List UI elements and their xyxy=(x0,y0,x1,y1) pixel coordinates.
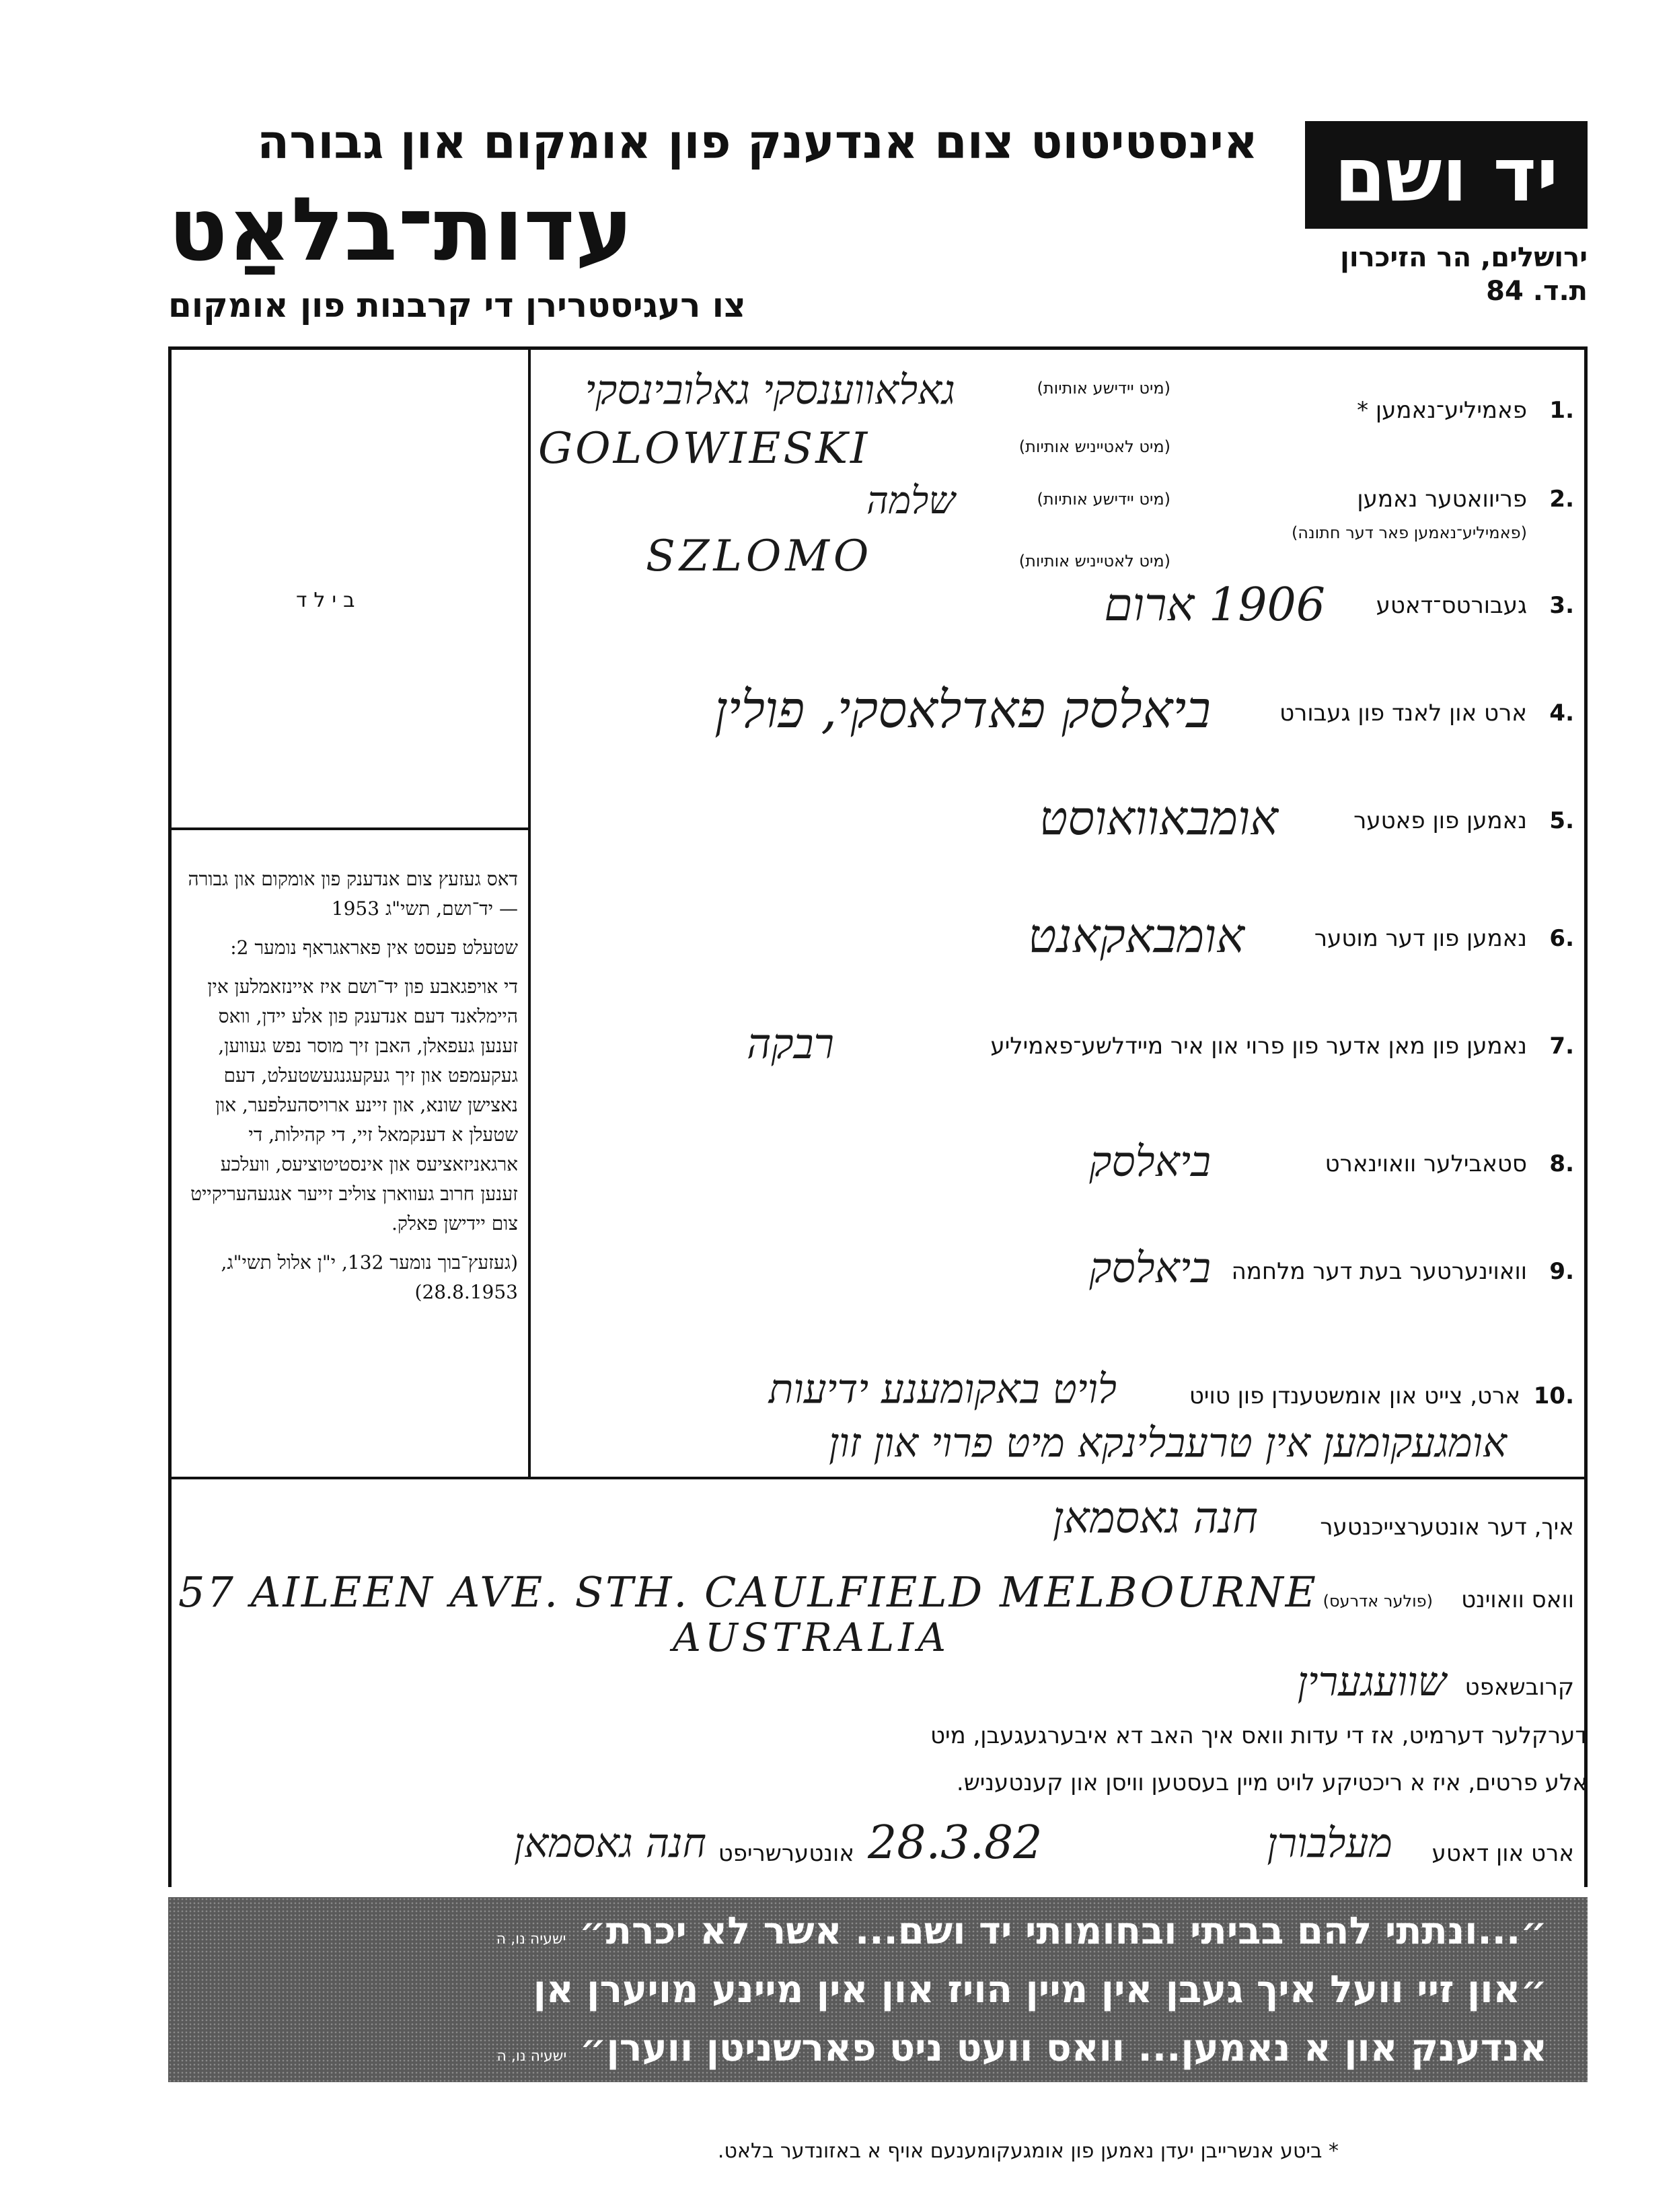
banner-line-1 xyxy=(496,1909,1547,1953)
form-border-right xyxy=(1584,346,1588,1887)
decree-p1: דאס געזעץ צום אנדענק פון אומקום און גבורה — יד־ושם, תשי"ג 1953 xyxy=(188,868,518,920)
signature-label: אונטערשריפט xyxy=(718,1840,854,1867)
field-2-sub1: (מיט יידישע אותיות) xyxy=(1037,490,1170,509)
field-2-value-latin: SZLOMO xyxy=(646,531,873,581)
field-3-value: 1906 ארום xyxy=(1104,579,1325,632)
field-8-label: סטאבילער וואוינארט xyxy=(1325,1150,1527,1177)
banner-quote-1: ״...ונתתי להם בביתי ובחומותי יד ושם... אשר לא יכרת״ xyxy=(579,1909,1547,1953)
field-5-value: אומבאוואוסט xyxy=(1039,790,1278,846)
declarant-divider xyxy=(168,1477,1588,1479)
decree-p3: די אויפגאבע פון יד־ושם איז איינזאמלען אין היימלאנד דעם אנדענק פון אלע יידן, וואס זענען געפאלן, האבן זיך מוסר נפש געווען, געקעמפט און זיך געקעגנגעשטעלט, דעם נאצישן שונא, און זיינע ארויסהעלפער, און שטעלן א דענקמאל זיי, די קהילות, די ארגאניזאציעס און אינסטיטוציעס, וועלכע זענען חרוב געווארן צוליב זייער אנגעהעריקייט צום יידישן פאלק. xyxy=(190,975,518,1234)
field-10-number: 10. xyxy=(1533,1382,1574,1409)
declaration-line-2: אלע פרטים, איז א ריכטיקע לויט מיין בעסטען וויסן און קענטעניש. xyxy=(956,1769,1588,1796)
field-1-value-latin: GOLOWIESKI xyxy=(538,424,870,474)
decree-text xyxy=(182,864,518,1317)
field-9-number: 9. xyxy=(1549,1258,1574,1285)
field-7-value: רבקה xyxy=(747,1019,834,1068)
address-city: ירושלים, הר הזיכרון xyxy=(1340,242,1588,273)
banner-source-3: ישעיה נו, ה xyxy=(496,2048,567,2065)
field-3-number: 3. xyxy=(1549,592,1574,619)
institute-name: אינסטיטוט צום אנדענק פון אומקום און גבורה xyxy=(257,114,1258,170)
field-8-number: 8. xyxy=(1549,1150,1574,1177)
field-2-label: פריוואטער נאמען xyxy=(1357,486,1527,513)
logo-text: יד ושם xyxy=(1334,132,1559,218)
declaration-line-1: דערקלער דערמיט, אז די עדות וואס איך האב דא איבערגעגעבן, מיט xyxy=(930,1722,1588,1749)
field-5-label: נאמען פון פאטער xyxy=(1353,807,1527,834)
address-label: וואס וואוינט xyxy=(1461,1586,1574,1613)
page-subtitle: צו רעגיסטרירן די קרבנות פון אומקום xyxy=(168,286,746,325)
field-2-number: 2. xyxy=(1549,486,1574,513)
field-3-label: געבורטס־דאטע xyxy=(1376,592,1527,619)
field-5-number: 5. xyxy=(1549,807,1574,834)
field-10-label: ארט, צייט און אומשטענדן פון טויט xyxy=(1189,1382,1520,1409)
photo-box-bottom xyxy=(168,827,530,830)
field-1-sub2: (מיט לאטייניש אותיות) xyxy=(1018,437,1170,456)
photo-label: בילד xyxy=(296,589,362,612)
declarant-name-label: איך, דער אונטערצייכנטער xyxy=(1320,1514,1574,1541)
declarant-name-value: חנה גאסמאן xyxy=(1052,1494,1258,1543)
decree-ref: (געזעץ־בוך נומער 132, י"ן אלול תשי"ג, 28.8.1953) xyxy=(221,1251,518,1303)
relation-value: שוועגערין xyxy=(1297,1658,1446,1705)
field-7-label: נאמען פון מאן אדער פון פרוי און איר מיידלשע־פאמיליע xyxy=(990,1033,1527,1060)
form-border-left xyxy=(168,346,172,1887)
decree-p2: שטעלט פעסט אין פאראגראף נומער 2: xyxy=(230,936,518,959)
field-1-value-yiddish: גאלאווענסקי גאלובינסקי xyxy=(585,367,955,414)
banner-source-1: ישעיה נו, ה xyxy=(496,1931,566,1948)
form-border-top xyxy=(168,346,1588,350)
banner-line-2: ״און זיי וועל איך געבן אין מיין הויז און אין מיינע מויערן אן xyxy=(533,1968,1547,2012)
field-10-value-line2: אומגעקומען אין טרעבלינקא מיט פרוי און זון xyxy=(829,1420,1507,1467)
banner-line-3 xyxy=(497,2026,1547,2070)
signature-value: חנה גאסמאן xyxy=(513,1820,706,1867)
footnote: * ביטע אנשרייבן יעדן נאמען פון אומגעקומענעם אויף א באזונדער בלאט. xyxy=(717,2139,1339,2163)
place-value: מעלבורן xyxy=(1267,1820,1392,1867)
field-4-label: ארט און לאנד פון געבורט xyxy=(1279,700,1527,727)
address-line-1: 57 AILEEN AVE. STH. CAULFIELD MELBOURNE xyxy=(178,1568,1318,1617)
field-1-number: 1. xyxy=(1549,397,1574,424)
field-1-sub1: (מיט יידישע אותיות) xyxy=(1037,379,1170,398)
address-line-2: AUSTRALIA xyxy=(673,1615,951,1660)
field-1-label: פאמיליע־נאמען * xyxy=(1357,397,1527,424)
field-10-value: לויט באקומענע ידיעות xyxy=(768,1366,1117,1413)
field-2-note: (פאמיליע־נאמען פאר דער חתונה) xyxy=(1291,523,1527,542)
address-pobox: ת.ד. 84 xyxy=(1486,276,1588,307)
field-6-value: אומבאקאנט xyxy=(1028,908,1244,963)
field-4-number: 4. xyxy=(1549,700,1574,727)
banner-quote-3: אנדענק און א נאמען... וואס וועט ניט פארשניטן ווערן״ xyxy=(579,2026,1547,2070)
field-2-value-yiddish: שלמה xyxy=(866,479,955,523)
date-value: 28.3.82 xyxy=(868,1816,1043,1870)
field-8-value: ביאלסק xyxy=(1089,1137,1211,1186)
photo-column-divider xyxy=(528,346,531,1477)
field-6-number: 6. xyxy=(1549,925,1574,952)
field-6-label: נאמען פון דער מוטער xyxy=(1314,925,1527,952)
field-2-sub2: (מיט לאטייניש אותיות) xyxy=(1018,552,1170,570)
field-9-value: ביאלסק xyxy=(1089,1243,1211,1292)
field-7-number: 7. xyxy=(1549,1033,1574,1060)
page-title: עדות־בלאַט xyxy=(168,178,634,281)
quote-banner xyxy=(168,1897,1588,2082)
field-4-value: ביאלסק פאדלאסקי, פולין xyxy=(714,679,1211,739)
address-sub: (פולער אדרעס) xyxy=(1323,1592,1433,1611)
place-date-label: ארט און דאטע xyxy=(1431,1840,1574,1867)
relation-label: קרובשאפט xyxy=(1464,1674,1574,1701)
field-9-label: וואוינערטער בעת דער מלחמה xyxy=(1231,1258,1527,1285)
yad-vashem-logo xyxy=(1305,121,1588,229)
